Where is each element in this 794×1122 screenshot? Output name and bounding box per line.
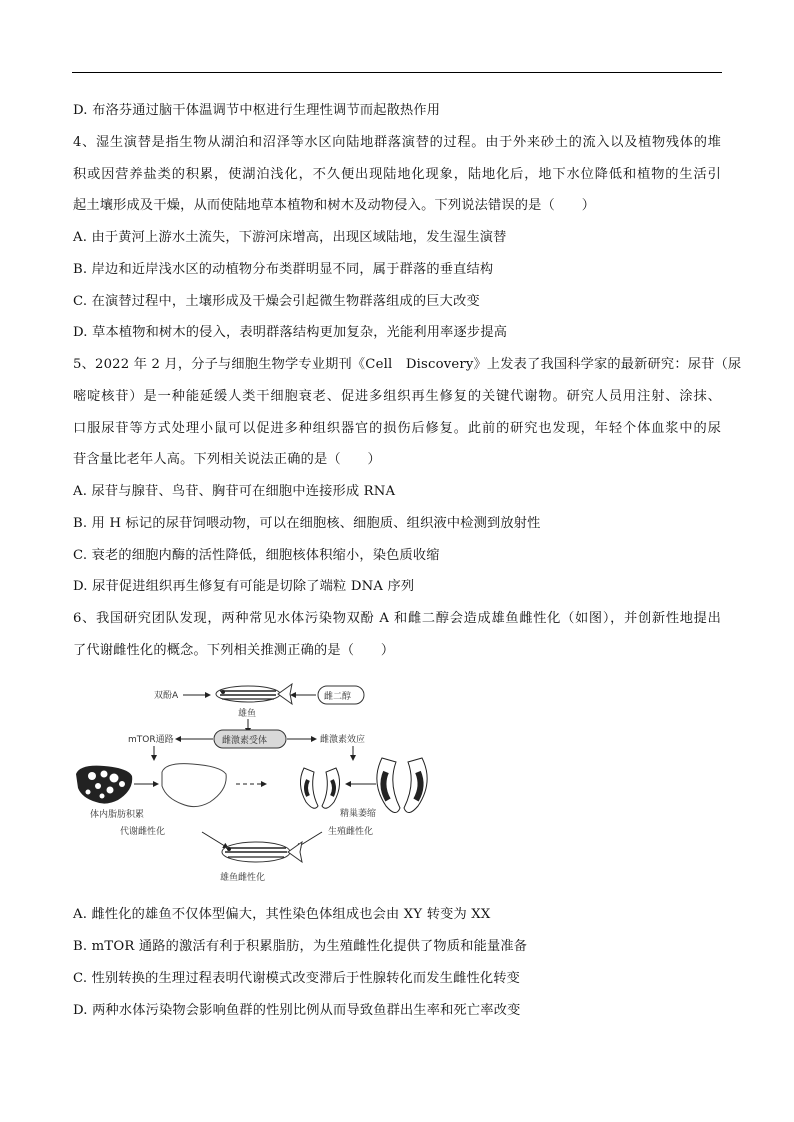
estrogen-effect-label: 雌激素效应: [320, 735, 366, 745]
q5-stem-line-3: 口服尿苷等方式处理小鼠可以促进多种组织器官的损伤后修复。此前的研究也发现，年轻个体血浆中的尿: [73, 421, 721, 436]
q6-option-d: D. 两种水体污染物会影响鱼群的性别比例从而导致鱼群出生率和死亡率改变: [73, 1003, 521, 1018]
q3-option-d: D. 布洛芬通过脑干体温调节中枢进行生理性调节而起散热作用: [73, 103, 441, 118]
q6-stem-line-1: 6、我国研究团队发现，两种常见水体污染物双酚 A 和雌二醇会造成雄鱼雌性化（如图），并创新性地提出: [73, 611, 721, 626]
q6-stem-line-2: 了代谢雌性化的概念。下列相关推测正确的是（ ）: [73, 643, 395, 658]
q6-option-c: C. 性别转换的生理过程表明代谢模式改变滞后于性腺转化而发生雌性化转变: [73, 971, 521, 986]
metabolic-feminization-label: 代谢雌性化: [120, 827, 166, 837]
q5-stem-line-1: 5、2022 年 2 月，分子与细胞生物学专业期刊《Cell Discovery》上发表了我国科学家的最新研究：尿苷（尿: [73, 357, 742, 372]
q4-stem-line-3: 起土壤形成及干燥，从而使陆地草本植物和树木及动物侵入。下列说法错误的是（ ）: [73, 198, 596, 213]
spermary-atrophy-label: 精巢萎缩: [340, 809, 377, 819]
q4-stem-line-1: 4、湿生演替是指生物从湖泊和沼泽等水区向陆地群落演替的过程。由于外来砂土的流入以及植物残体的堆: [73, 135, 721, 150]
q6-option-b: B. mTOR 通路的激活有利于积累脂肪，为生殖雌性化提供了物质和能量准备: [73, 939, 528, 954]
q5-stem-line-2: 嘧啶核苷）是一种能延缓人类干细胞衰老、促进多组织再生修复的关键代谢物。研究人员用注射、涂抹、: [73, 389, 721, 404]
atrophied-testis-icon: [300, 768, 339, 808]
mtor-label: mTOR通路: [128, 735, 174, 745]
receptor-label: 雌激素受体: [222, 736, 268, 746]
q4-option-a: A. 由于黄河上游水土流失，下游河床增高，出现区域陆地，发生湿生演替: [73, 230, 507, 245]
male-fish-icon: [216, 684, 292, 704]
q4-option-d: D. 草本植物和树木的侵入，表明群落结构更加复杂，光能利用率逐步提高: [73, 325, 508, 340]
q4-option-b: B. 岸边和近岸浅水区的动植物分布类群明显不同，属于群落的垂直结构: [73, 262, 494, 277]
normal-liver-icon: [162, 764, 226, 807]
q6-figure: [70, 672, 450, 890]
male-fish-label: 雄鱼: [238, 709, 257, 719]
q5-option-b: B. 用 H 标记的尿苷饲喂动物，可以在细胞核、细胞质、组织液中检测到放射性: [73, 516, 541, 531]
q5-option-c: C. 衰老的细胞内酶的活性降低，细胞核体积缩小，染色质收缩: [73, 548, 440, 563]
normal-testis-icon: [377, 758, 427, 813]
feminized-fish-icon: [222, 842, 302, 862]
metabolic-to-fish-arrow: [202, 832, 228, 848]
q5-option-d: D. 尿苷促进组织再生修复有可能是切除了端粒 DNA 序列: [73, 579, 415, 594]
fat-accumulation-label: 体内脂肪积累: [90, 810, 145, 820]
q4-option-c: C. 在演替过程中，土壤形成及干燥会引起微生物群落组成的巨大改变: [73, 294, 480, 309]
q4-stem-line-2: 积或因营养盐类的积累，使湖泊浅化，不久便出现陆地化现象，陆地化后，地下水位降低和植物的生活引: [73, 167, 721, 182]
feminized-fish-label: 雄鱼雌性化: [220, 873, 266, 883]
header-rule: [72, 72, 722, 73]
q5-stem-line-4: 苷含量比老年人高。下列相关说法正确的是（ ）: [73, 452, 381, 467]
q6-option-a: A. 雌性化的雄鱼不仅体型偏大，其性染色体组成也会由 XY 转变为 XX: [73, 907, 491, 922]
estradiol-label: 雌二醇: [324, 692, 352, 702]
reproductive-feminization-label: 生殖雌性化: [328, 827, 374, 837]
fatty-liver-icon: [76, 766, 132, 804]
q5-option-a: A. 尿苷与腺苷、鸟苷、胸苷可在细胞中连接形成 RNA: [73, 484, 396, 499]
bpa-label: 双酚A: [154, 691, 179, 701]
